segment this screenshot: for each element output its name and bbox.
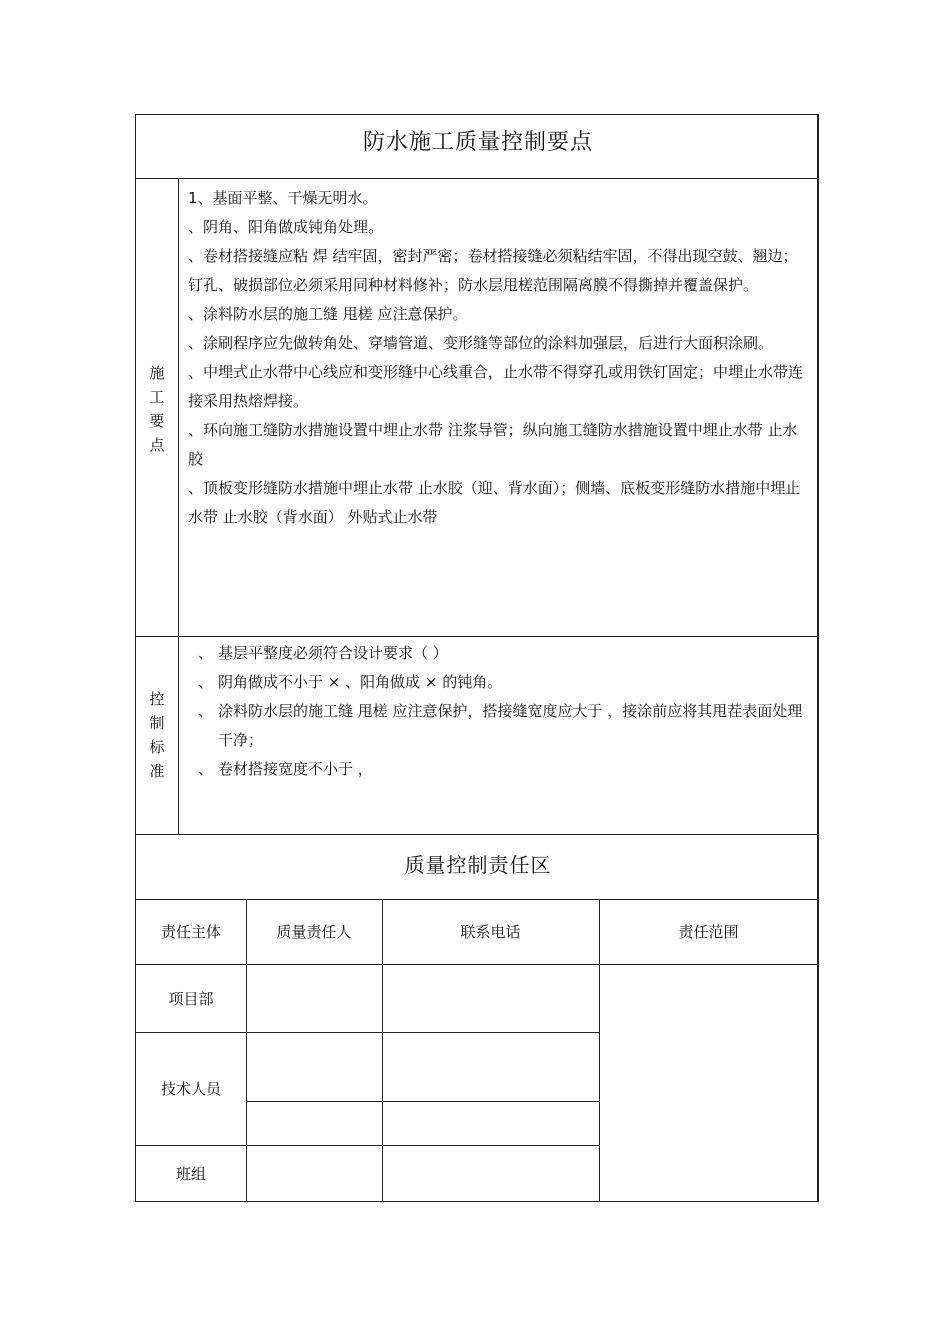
divider — [136, 636, 818, 637]
standard-item: 、 基层平整度必须符合设计要求（ ） — [198, 644, 448, 662]
construction-item: 、卷材搭接缝应粘 焊 结牢固，密封严密；卷材搭接缝必须粘结牢固，不得出现空鼓、翘边；钉孔、破损部位必须采用同种材料修补；防水层甩槎范围隔离膜不得撕掉并覆盖保护。 — [188, 247, 798, 294]
row-team: 班组 — [175, 1164, 206, 1183]
divider — [136, 834, 818, 835]
grid-line — [246, 1101, 599, 1102]
standard-item: 、 阴角做成不小于 × 、阳角做成 × 的钝角。 — [198, 673, 503, 691]
document-title: 防水施工质量控制要点 — [362, 130, 593, 155]
header-phone: 联系电话 — [460, 923, 521, 941]
divider — [136, 178, 818, 179]
construction-item: 1、基面平整、干燥无明水。 — [188, 189, 378, 207]
construction-item: 、阴角、阳角做成钝角处理。 — [188, 218, 384, 236]
row-project-dept: 项目部 — [168, 989, 214, 1008]
construction-item: 、中埋式止水带中心线应和变形缝中心线重合，止水带不得穿孔或用铁钉固定；中埋止水带连接采用热熔焊接。 — [188, 363, 804, 410]
row-technical-staff: 技术人员 — [160, 1080, 221, 1098]
construction-item: 、涂料防水层的施工缝 甩槎 应注意保护。 — [188, 305, 468, 323]
control-table — [135, 114, 819, 1202]
construction-item: 、顶板变形缝防水措施中埋止水带 止水胶（迎、背水面）；侧墙、底板变形缝防水措施中埋止水带 止水胶（背水面） 外贴式止水带 — [188, 479, 801, 526]
header-subject: 责任主体 — [160, 923, 221, 941]
label-column-divider — [178, 178, 179, 835]
construction-item: 、环向施工缝防水措施设置中埋止水带 注浆导管；纵向施工缝防水措施设置中埋止水带 止水胶 — [188, 421, 798, 468]
responsibility-title: 质量控制责任区 — [404, 853, 552, 877]
construction-item: 、涂刷程序应先做转角处、穿墙管道、变形缝等部位的涂料加强层，后进行大面积涂刷。 — [188, 334, 774, 352]
standard-item: 、 涂料防水层的施工缝 甩槎 应注意保护，搭接缝宽度应大于 ，接涂前应将其甩茬表面处理干净； — [198, 702, 803, 749]
control-standards — [188, 639, 812, 784]
header-scope: 责任范围 — [678, 923, 739, 941]
construction-points — [188, 184, 812, 532]
standard-label: 控 制 标 准 — [149, 690, 165, 780]
construction-label: 施 工 要 点 — [149, 364, 165, 454]
header-person: 质量责任人 — [276, 923, 352, 941]
standard-item: 、 卷材搭接宽度不小于 ， — [198, 760, 373, 778]
